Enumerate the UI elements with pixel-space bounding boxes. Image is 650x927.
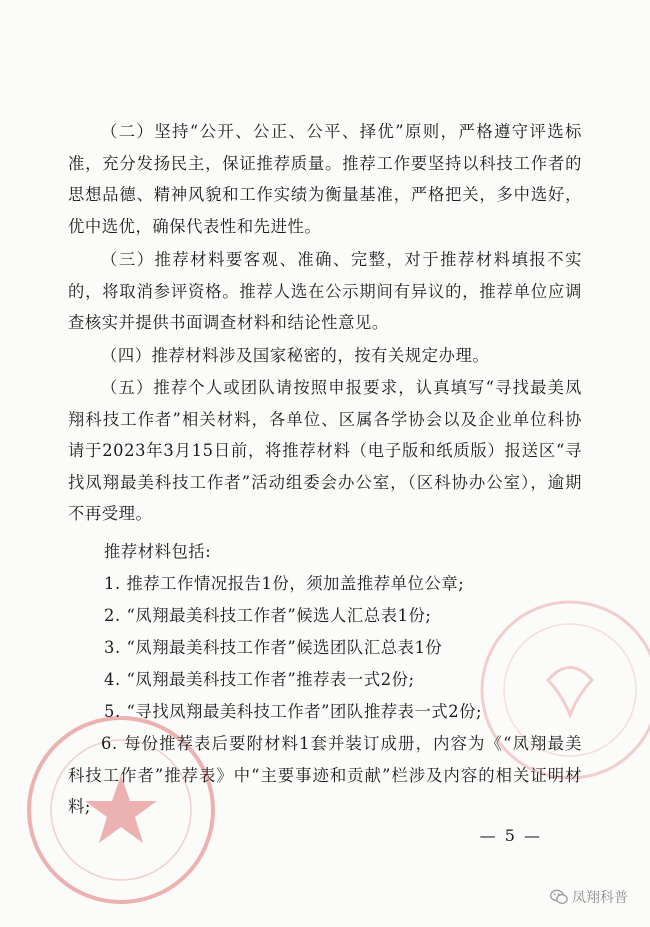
watermark xyxy=(550,887,628,907)
watermark-text: 凤翔科普 xyxy=(572,890,628,906)
list-intro: 推荐材料包括: xyxy=(104,542,212,561)
paragraph-principle: （二）坚持“公开、公正、公平、择优”原则，严格遵守评选标准，充分发扬民主，保证推荐质量。推荐工作要坚持以科技工作者的思想品德、精神风貌和工作实绩为衡量基准，严格把关，多中选好，优中选优，确保代表性和先进性。 xyxy=(68,122,582,236)
list-item: 2. “凤翔最美科技工作者”候选人汇总表1份; xyxy=(104,606,432,625)
wechat-icon xyxy=(550,889,568,905)
list-item: 1. 推荐工作情况报告1份，须加盖推荐单位公章; xyxy=(104,574,465,593)
page-number: — 5 — xyxy=(479,826,542,845)
list-item: 3. “凤翔最美科技工作者”候选团队汇总表1份 xyxy=(104,638,443,657)
list-item: 4. “凤翔最美科技工作者”推荐表一式2份; xyxy=(104,670,415,689)
paragraph-submission-deadline: （五）推荐个人或团队请按照申报要求，认真填写“寻找最美凤翔科技工作者”相关材料，各单位、区属各学协会以及企业单位科协请于2023年3月15日前，将推荐材料（电子版和纸质版）报送区“寻找凤翔最美科技工作者”活动组委会办公室，（区科协办公室），逾期不再受理。 xyxy=(68,378,582,523)
list-item: 5. “寻找凤翔最美科技工作者”团队推荐表一式2份; xyxy=(104,702,483,721)
paragraph-materials-requirement: （三）推荐材料要客观、准确、完整，对于推荐材料填报不实的，将取消参评资格。推荐人选在公示期间有异议的，推荐单位应调查核实并提供书面调查材料和结论性意见。 xyxy=(68,250,582,332)
list-item-6: 6. 每份推荐表后要附材料1套并装订成册，内容为《“凤翔最美科技工作者”推荐表》中“主要事迹和贡献”栏涉及内容的相关证明材料; xyxy=(68,734,582,816)
paragraph-state-secrets: （四）推荐材料涉及国家秘密的，按有关规定办理。 xyxy=(101,346,490,365)
